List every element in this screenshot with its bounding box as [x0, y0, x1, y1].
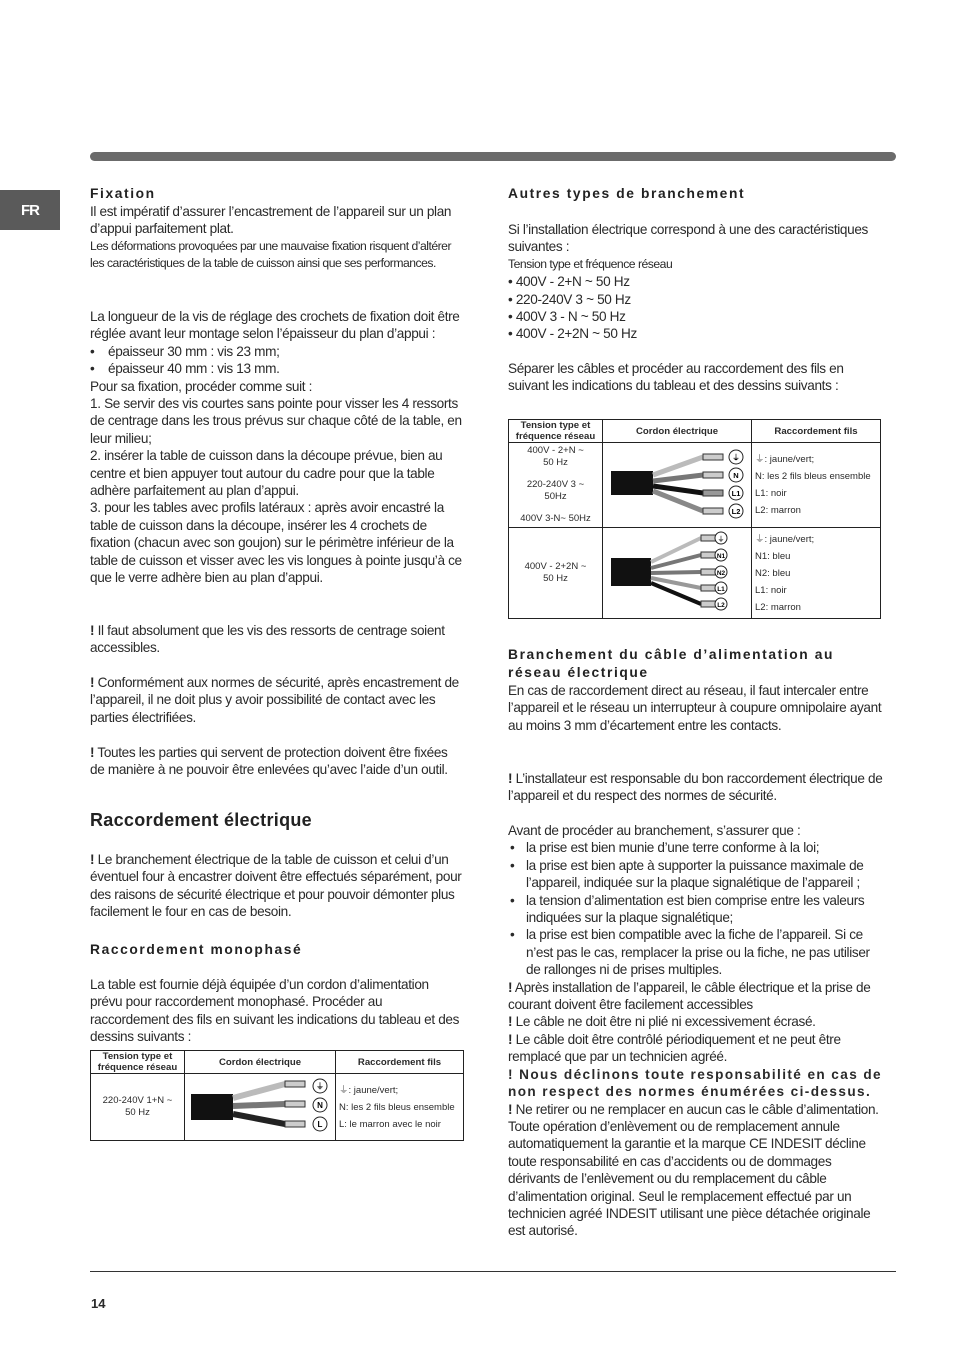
list-item: • 400V - 2+N ~ 50 Hz	[508, 273, 886, 290]
warning: ! Le câble doit être contrôlé périodiquement et ne peut être remplacé que par un technicien agréé.	[508, 1031, 841, 1065]
paragraph: Avant de procéder au branchement, s’assurer que :	[508, 823, 801, 838]
list-item: • 400V 3 - N ~ 50 Hz	[508, 308, 886, 325]
paragraph: La longueur de la vis de réglage des crochets de fixation doit être réglée avant leur montage selon l’épaisseur du plan d’appui :	[90, 309, 460, 342]
other-section	[508, 221, 886, 343]
voltage-cell: 400V - 2+N ~ 50 Hz 220-240V 3 ~ 50Hz 400V 3-N~ 50Hz	[509, 443, 603, 528]
warning-bold: ! Nous déclinons toute responsabilité en cas de non respect des normes énumérées ci-dessus.	[508, 1066, 883, 1100]
list-item: • la prise est bien munie d’une terre conforme à la loi;	[508, 839, 886, 856]
list-item: • épaisseur 30 mm : vis 23 mm;	[90, 343, 464, 360]
cable-heading: Branchement du câble d’alimentation au réseau électrique	[508, 647, 835, 680]
footer-rule	[90, 1271, 896, 1272]
list-item: • la tension d’alimentation est bien comprise entre les valeurs indiquées sur la plaque signalétique;	[508, 892, 886, 927]
warning: ! Conformément aux normes de sécurité, après encastrement de l’appareil, il ne doit plus y avoir possibilité de contact avec les parties électrifiées.	[90, 675, 459, 725]
fixation-text	[90, 203, 464, 273]
table-header: Tension type et fréquence réseau	[91, 1051, 185, 1074]
svg-text:L1: L1	[731, 489, 741, 498]
svg-text:L2: L2	[731, 507, 741, 516]
paragraph: En cas de raccordement direct au réseau, il faut intercaler entre l’appareil et le réseau un interrupteur à coupure omnipolaire ayant au moins 3 mm d’écartement entre les contacts.	[508, 683, 882, 733]
voltage-cell: 220-240V 1+N ~ 50 Hz	[91, 1074, 185, 1141]
table-header: Cordon électrique	[185, 1051, 336, 1074]
paragraph: Séparer les câbles et procéder au raccordement des fils en suivant les indications du tableau et des dessins suivants :	[508, 361, 844, 394]
warning: ! Le branchement électrique de la table de cuisson et celui d’un éventuel four à encastrer doivent être effectués séparément, pour des raisons de sécurité électrique et pour pouvoir démonter plus facilement le four en cas de besoin.	[90, 852, 462, 920]
step: 2. insérer la table de cuisson dans la découpe prévue, bien au centre et bien appuyer tout autour du cadre pour que la table adhère parfaitement au plan d’appui.	[90, 448, 443, 499]
svg-text:⏚: ⏚	[717, 536, 725, 543]
language-tab: FR	[0, 190, 60, 230]
paragraph: Les déformations provoquées par une mauvaise fixation risquent d’altérer les caractéristiques de la table de cuisson ainsi que ses performances.	[90, 238, 451, 271]
svg-text:L: L	[317, 1120, 323, 1129]
checklist	[508, 822, 886, 1240]
paragraph: Si l’installation électrique correspond à une des caractéristiques suivantes :	[508, 222, 869, 255]
mono-wiring-table	[90, 1050, 464, 1141]
voltage-cell: 400V - 2+2N ~ 50 Hz	[509, 528, 603, 619]
list-item: • la prise est bien compatible avec la fiche de l’appareil. Si ce n’est pas le cas, remplacer la prise ou la fiche, ne pas utiliser de rallonges ni de prises multiples.	[508, 926, 886, 978]
wiring-cell: ⏚: jaune/vert; N1: bleu N2: bleu L1: noir L2: marron	[752, 528, 881, 619]
table-header: Raccordement fils	[336, 1051, 464, 1074]
list-item: • la prise est bien apte à supporter la puissance maximale de l’appareil, indiquée sur la plaque signalétique de l’appareil ;	[508, 857, 886, 892]
list-item: • épaisseur 40 mm : vis 13 mm.	[90, 360, 464, 377]
fixation-heading: Fixation	[90, 186, 156, 201]
paragraph: Il est impératif d’assurer l’encastrement de l’appareil sur un plan d’appui parfaitement plat.	[90, 204, 452, 237]
list-item: • 400V - 2+2N ~ 50 Hz	[508, 325, 886, 342]
wiring-cell: ⏚: jaune/vert; N: les 2 fils bleus ensemble L: le marron avec le noir	[336, 1074, 464, 1141]
paragraph: La table est fournie déjà équipée d’un cordon d’alimentation prévu pour raccordement monophasé. Procéder au raccordement des fils en suivant les indications du tableau et des dessins suivants :	[90, 977, 460, 1045]
other-connections-heading: Autres types de branchement	[508, 186, 746, 201]
svg-text:N1: N1	[716, 553, 726, 560]
paragraph: Pour sa fixation, procéder comme suit :	[90, 378, 313, 394]
cord-diagram	[603, 443, 752, 528]
svg-text:N: N	[317, 1101, 323, 1110]
screw-section	[90, 308, 464, 587]
svg-text:L2: L2	[717, 602, 725, 609]
warning: ! Après installation de l’appareil, le câble électrique et la prise de courant doivent être facilement accessibles	[508, 979, 871, 1013]
step: 1. Se servir des vis courtes sans pointe pour visser les 4 ressorts de centrage dans les trous prévus sur chaque côté de la table, en leur milieu;	[90, 396, 462, 446]
section-title: Raccordement électrique	[90, 810, 312, 830]
table-header: Cordon électrique	[603, 420, 752, 443]
warning: ! Il faut absolument que les vis des ressorts de centrage soient accessibles.	[90, 623, 445, 656]
list-item: • 220-240V 3 ~ 50 Hz	[508, 291, 886, 308]
table-header: Raccordement fils	[752, 420, 881, 443]
cord-diagram	[603, 528, 752, 619]
step: 3. pour les tables avec profils latéraux : après avoir encastré la table de cuisson dans la découpe, insérer les 4 crochets de fixation (chacun avec son goujon) sur le périmètre inférieur de la table de cuisson et visser avec les vis longues à pointe jusqu’à ce que le verre adhère bien au plan d’appui.	[90, 500, 462, 586]
mono-heading: Raccordement monophasé	[90, 942, 303, 957]
svg-text:⏚: ⏚	[732, 453, 740, 462]
subtitle: Tension type et fréquence réseau	[508, 256, 673, 271]
svg-text:N2: N2	[716, 570, 726, 577]
cord-diagram	[185, 1074, 336, 1141]
page-number: 14	[91, 1296, 106, 1311]
wiring-cell: ⏚: jaune/vert; N: les 2 fils bleus ensemble L1: noir L2: marron	[752, 443, 881, 528]
warning: ! Toutes les parties qui servent de protection doivent être fixées de manière à ne pouvoir être enlevées qu’avec l’aide d’un outil.	[90, 745, 448, 778]
svg-text:⏚: ⏚	[316, 1082, 324, 1091]
svg-text:L1: L1	[717, 586, 725, 593]
warning: ! Ne retirer ou ne remplacer en aucun cas le câble d’alimentation. Toute opération d’enlèvement ou de remplacement annule automatiquement la garantie et la marque CE INDESIT décline toute responsabilité en cas d’accidents ou de dommages dérivants de l’enlèvement ou du remplacement du câble d’alimentation original. Seul le remplacement effectué par un technicien agréé INDESIT utilisant une pièce détachée originale est autorisé.	[508, 1101, 879, 1239]
svg-text:N: N	[733, 471, 739, 480]
multi-wiring-table	[508, 419, 881, 619]
table-header: Tension type et fréquence réseau	[509, 420, 603, 443]
header-bar	[90, 152, 896, 161]
warning: ! Le câble ne doit être ni plié ni excessivement écrasé.	[508, 1014, 816, 1030]
warning: ! L’installateur est responsable du bon raccordement électrique de l’appareil et du respect des normes de sécurité.	[508, 771, 883, 804]
